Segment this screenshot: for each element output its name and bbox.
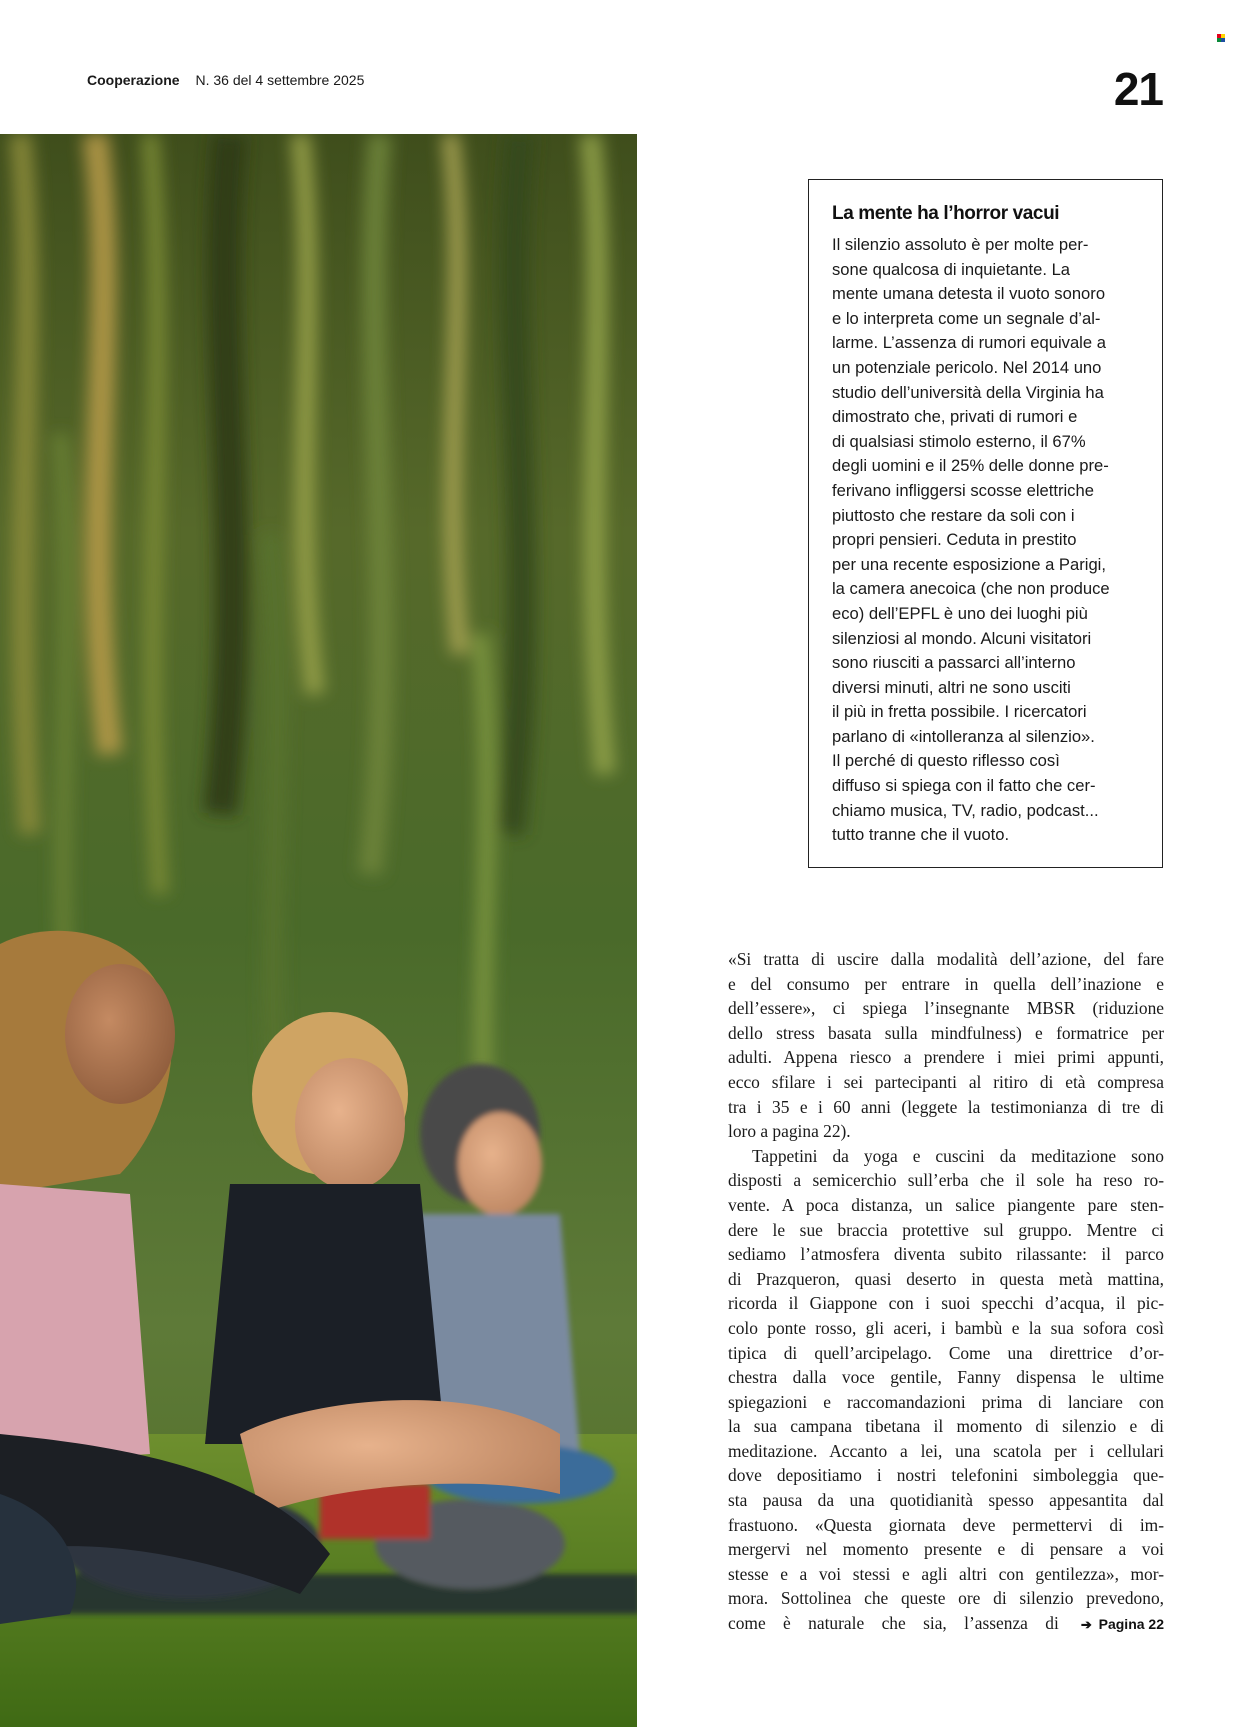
sidebar-title: La mente ha l’horror vacui (832, 203, 1060, 224)
sidebar-box (808, 179, 1163, 868)
sidebar-line: eco) dell’EPFL è uno dei luoghi più (832, 603, 1088, 623)
article-paragraph-2 (728, 1144, 1164, 1638)
sidebar-line: degli uomini e il 25% delle donne pre- (832, 456, 1109, 476)
sidebar-line: ferivano infliggersi scosse elettriche (832, 480, 1094, 500)
article-line: ecco sfilare i sei partecipanti al ritiro di età compresa (728, 1071, 1164, 1092)
sidebar-line: propri pensieri. Ceduta in prestito (832, 530, 1077, 550)
article-line: loro a pagina 22). (728, 1121, 851, 1142)
article-line: vente. A poca distanza, un salice piangente pare sten- (728, 1194, 1164, 1215)
article-line: sediamo l’atmosfera diventa subito rilassante: il parco (728, 1244, 1164, 1265)
sidebar-line: Il perché di questo riflesso così (832, 751, 1060, 771)
article-line: colo ponte rosso, gli aceri, i bambù e la sua sofora così (728, 1317, 1164, 1338)
sidebar-text (832, 233, 1139, 848)
sidebar-line: studio dell’università della Virginia ha (832, 382, 1104, 402)
continue-link[interactable] (1081, 1612, 1164, 1638)
sidebar-line: sono riusciti a passarci all’interno (832, 653, 1076, 673)
sidebar-line: larme. L’assenza di rumori equivale a (832, 333, 1106, 353)
article-line: stesse e a voi stessi e agli altri con gentilezza», mor- (728, 1563, 1164, 1584)
sidebar-line: sone qualcosa di inquietante. La (832, 259, 1071, 279)
sidebar-line: tutto tranne che il vuoto. (832, 825, 1010, 845)
mark-blue (1221, 38, 1225, 42)
article-line: tipica di quell’arcipelago. Come una direttrice d’or- (728, 1342, 1164, 1363)
sidebar-line: silenziosi al mondo. Alcuni visitatori (832, 628, 1092, 648)
arrow-right-icon: ➔ (1080, 1617, 1092, 1633)
article-line: frastuono. «Questa giornata deve permettervi di im- (728, 1514, 1164, 1535)
sidebar-line: la camera anecoica (che non produce (832, 579, 1110, 599)
page-number: 21 (1113, 63, 1163, 115)
article-line: dove depositiamo i nostri telefonini simboleggia que- (728, 1465, 1164, 1486)
article-line: sta pausa da una quotidianità spesso appesantita dal (728, 1490, 1164, 1511)
sidebar-line: diffuso si spiega con il fatto che cer- (832, 776, 1096, 796)
sidebar-line: chiamo musica, TV, radio, podcast... (832, 800, 1099, 820)
article-line: di Prazqueron, quasi deserto in questa metà mattina, (728, 1268, 1164, 1289)
sidebar-line: per una recente esposizione a Parigi, (832, 554, 1106, 574)
sidebar-line: mente umana detesta il vuoto sonoro (832, 284, 1106, 304)
article-line: Tappetini da yoga e cuscini da meditazione sono (752, 1145, 1164, 1166)
article-line: disposti a semicerchio sull’erba che il sole ha reso ro- (728, 1170, 1164, 1191)
article-line: spiegazioni e raccomandazioni prima di lanciare con (728, 1391, 1164, 1412)
sidebar-line: il più in fretta possibile. I ricercatori (832, 702, 1087, 722)
article-body (728, 947, 1164, 1638)
article-line: «Si tratta di uscire dalla modalità dell’azione, del fare (728, 949, 1164, 969)
sidebar-line: Il silenzio assoluto è per molte per- (832, 235, 1089, 254)
sidebar-line: e lo interpreta come un segnale d’al- (832, 308, 1101, 328)
sidebar-line: dimostrato che, privati di rumori e (832, 407, 1078, 427)
article-line: mergervi nel momento presente e di pensare a voi (728, 1539, 1164, 1560)
article-line: adulti. Appena riesco a prendere i miei primi appunti, (728, 1047, 1164, 1068)
publication-name: Cooperazione (87, 72, 180, 88)
sidebar-line: parlano di «intolleranza al silenzio». (832, 726, 1095, 746)
article-line: la sua campana tibetana il momento di silenzio e di (728, 1416, 1164, 1437)
article-line: e del consumo per entrare in quella dell’inazione e (728, 973, 1164, 994)
page-header (87, 72, 364, 88)
issue-info: N. 36 del 4 settembre 2025 (195, 72, 365, 88)
article-line: dell’essere», ci spiega l’insegnante MBSR (riduzione (728, 998, 1164, 1019)
article-last-line (728, 1611, 1164, 1638)
article-line: chestra dalla voce gentile, Fanny dispensa le ultime (728, 1367, 1164, 1388)
article-line: dello stress basata sulla mindfulness) e formatrice per (728, 1022, 1164, 1043)
article-line: meditazione. Accanto a lei, una scatola per i cellulari (728, 1440, 1164, 1461)
article-line: mora. Sottolinea che queste ore di silenzio prevedono, (728, 1588, 1164, 1609)
yoga-meditation-photo (0, 134, 637, 1727)
article-line: ricorda il Giappone con i suoi specchi d’acqua, il pic- (728, 1293, 1164, 1314)
continue-label: Pagina 22 (1098, 1616, 1164, 1633)
sidebar-line: piuttosto che restare da soli con i (832, 505, 1075, 525)
sidebar-line: un potenziale pericolo. Nel 2014 uno (832, 357, 1102, 377)
sidebar-line: diversi minuti, altri ne sono usciti (832, 677, 1071, 697)
article-line: tra i 35 e i 60 anni (leggete la testimonianza di tre di (728, 1096, 1164, 1117)
sidebar-line: di qualsiasi stimolo esterno, il 67% (832, 431, 1086, 451)
article-paragraph-1 (728, 947, 1164, 1144)
article-line: come è naturale che sia, l’assenza di (728, 1613, 1059, 1634)
article-line: dere le sue braccia protettive sul gruppo. Mentre ci (728, 1219, 1164, 1240)
color-registration-mark (1217, 34, 1225, 42)
